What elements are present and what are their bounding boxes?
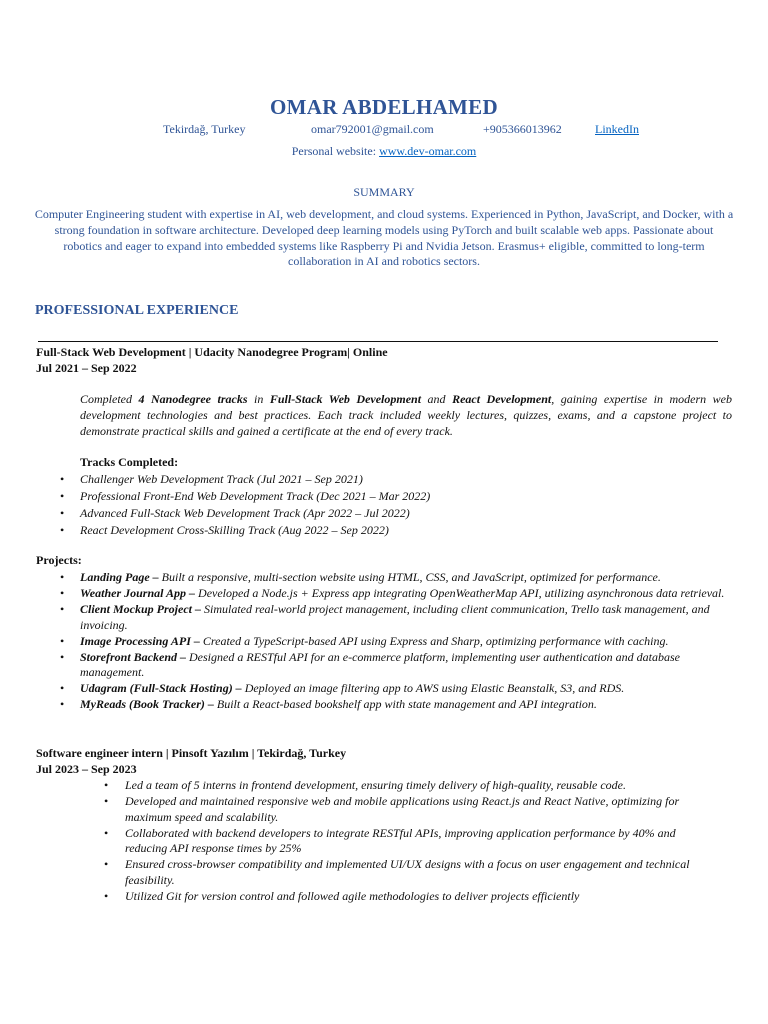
list-item: • Client Mockup Project – Simulated real-world project management, including client communication, Trello task management, and invoicing.	[60, 601, 710, 632]
list-item: • React Development Cross-Skilling Track (Aug 2022 – Sep 2022)	[60, 523, 389, 537]
contact-location: Tekirdağ, Turkey	[163, 122, 246, 136]
personal-website-line	[0, 144, 768, 158]
list-item: • Developed and maintained responsive web and mobile applications using React.js and React Native, optimizing for maximum speed and scalability.	[104, 793, 680, 824]
list-item: • MyReads (Book Tracker) – Built a React-based bookshelf app with state management and API integration.	[60, 697, 597, 712]
list-item: • Advanced Full-Stack Web Development Track (Apr 2022 – Jul 2022)	[60, 506, 410, 520]
list-item: • Utilized Git for version control and followed agile methodologies to deliver projects efficiently	[104, 888, 580, 903]
job1-dates: Jul 2021 – Sep 2022	[36, 361, 137, 375]
job2-heading: Software engineer intern | Pinsoft Yazılım | Tekirdağ, Turkey	[36, 746, 347, 760]
website-link[interactable]: www.dev-omar.com	[379, 144, 477, 158]
list-item: • Professional Front-End Web Development Track (Dec 2021 – Mar 2022)	[60, 489, 431, 503]
website-label: Personal website:	[291, 144, 380, 158]
section-divider	[38, 341, 718, 342]
contact-phone: +905366013962	[483, 122, 562, 136]
job2-bullets	[104, 778, 715, 905]
contact-email[interactable]: omar792001@gmail.com	[311, 122, 434, 136]
list-item: • Weather Journal App – Developed a Node.js + Express app integrating OpenWeatherMap API, utilizing asynchronous data retrieval.	[60, 585, 725, 600]
summary-text: Computer Engineering student with expertise in AI, web development, and cloud systems. Experienced in Python, JavaScript, and Docker, with a strong foundation in software architecture. Developed deep learning models using PyTorch and built scalable web apps. Passionate about robotics and eager to expand into embedded systems like Raspberry Pi and Nvidia Jetson. Erasmus+ eligible, committed to long-term collaboration in AI and robotics sectors.	[34, 207, 734, 269]
job2-dates: Jul 2023 – Sep 2023	[36, 762, 137, 776]
tracks-list	[60, 471, 730, 539]
linkedin-link[interactable]: LinkedIn	[595, 122, 639, 136]
job1-description: Completed 4 Nanodegree tracks in Full-Stack Web Development and React Development, gaining expertise in modern web development technologies and best practices. Each track included weekly lectures, quizzes, exams, and a capstone project to demonstrate practical skills and gained a certificate at the end of every track.	[80, 392, 733, 439]
list-item: • Landing Page – Built a responsive, multi-section website using HTML, CSS, and JavaScript, optimized for performance.	[60, 570, 661, 584]
experience-section-title: PROFESSIONAL EXPERIENCE	[35, 303, 239, 318]
summary-title: SUMMARY	[353, 185, 415, 199]
projects-title: Projects:	[36, 553, 82, 567]
list-item: • Challenger Web Development Track (Jul 2021 – Sep 2021)	[60, 472, 363, 486]
tracks-title: Tracks Completed:	[80, 455, 179, 469]
list-item: • Image Processing API – Created a TypeScript-based API using Express and Sharp, optimizing performance with caching.	[60, 633, 669, 648]
list-item: • Led a team of 5 interns in frontend development, ensuring timely delivery of high-quality, reusable code.	[104, 778, 627, 792]
candidate-name: OMAR ABDELHAMED	[270, 95, 498, 119]
list-item: • Udagram (Full-Stack Hosting) – Deployed an image filtering app to AWS using Elastic Beanstalk, S3, and RDS.	[60, 681, 625, 696]
list-item: • Storefront Backend – Designed a RESTful API for an e-commerce platform, implementing user authentication and database management.	[60, 649, 680, 680]
list-item: • Ensured cross-browser compatibility and implemented UI/UX designs with a focus on user engagement and technical feasibility.	[104, 857, 690, 887]
job1-heading: Full-Stack Web Development | Udacity Nanodegree Program| Online	[36, 345, 388, 359]
projects-list	[60, 570, 732, 713]
list-item: • Collaborated with backend developers to integrate RESTful APIs, improving application performance by 40% and reducing API response times by 25%	[104, 825, 676, 856]
